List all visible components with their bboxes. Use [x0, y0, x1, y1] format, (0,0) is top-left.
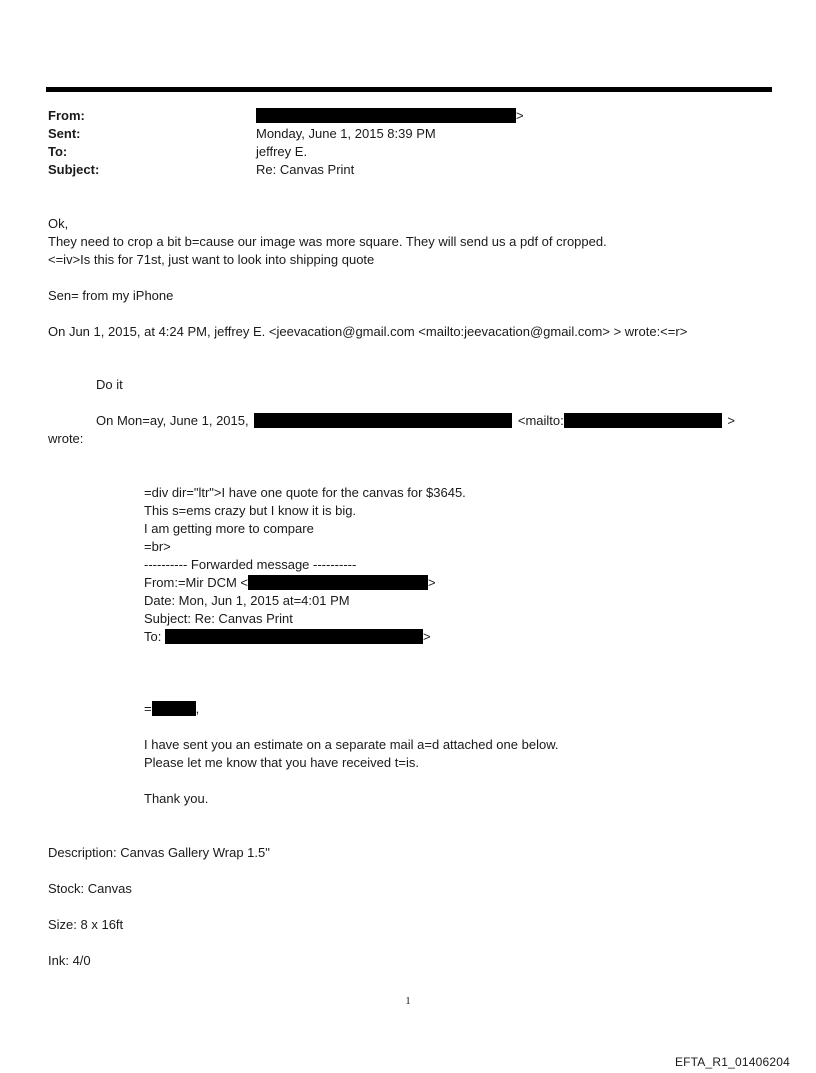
spec-stock: Stock: Canvas: [48, 881, 132, 896]
reply-line-1: Ok,: [48, 216, 69, 231]
forwarded-from-prefix: From:=Mir DCM <: [144, 575, 248, 590]
sent-label: Sent:: [48, 126, 81, 141]
forwarded-subject: Subject: Re: Canvas Print: [144, 611, 293, 626]
spec-ink: Ink: 4/0: [48, 953, 91, 968]
estimate-line: I have sent you an estimate on a separate mail a=d attached one below.: [144, 737, 559, 752]
quote-body: Do it: [96, 377, 123, 392]
quote2-line-1: =div dir="ltr">I have one quote for the canvas for $3645.: [144, 485, 466, 500]
greeting-line: [144, 700, 199, 718]
header-divider: [46, 87, 772, 92]
forwarded-to: [144, 628, 431, 646]
from-tail: >: [516, 108, 524, 123]
confirm-line: Please let me know that you have received t=is.: [144, 755, 419, 770]
redaction-box: [152, 701, 196, 716]
quote2-line-4: =br>: [144, 539, 171, 554]
quote2-line-3: I am getting more to compare: [144, 521, 314, 536]
forwarded-to-prefix: To:: [144, 629, 162, 644]
redaction-box: [248, 575, 428, 590]
greeting-suffix: ,: [195, 701, 200, 716]
forwarded-divider: ---------- Forwarded message ----------: [144, 557, 357, 572]
forwarded-from-suffix: >: [428, 575, 436, 590]
attrib-end: >: [727, 413, 735, 428]
to-label: To:: [48, 144, 68, 159]
forwarded-date: Date: Mon, Jun 1, 2015 at=4:01 PM: [144, 593, 350, 608]
forwarded-to-suffix: >: [422, 629, 431, 644]
attrib-start: On Mon=ay, June 1, 2015,: [96, 413, 249, 428]
from-label: From:: [48, 108, 85, 123]
signature-line: Sen= from my iPhone: [48, 288, 174, 303]
thanks-line: Thank you.: [144, 791, 209, 806]
redaction-box: [256, 108, 516, 123]
reply-line-3: <=iv>Is this for 71st, just want to look into shipping quote: [48, 252, 375, 267]
attrib-mailto: <mailto:: [517, 413, 564, 428]
attrib-wrote: wrote:: [48, 431, 84, 446]
greeting-prefix: =: [144, 701, 152, 716]
subject-label: Subject:: [48, 162, 100, 177]
redaction-box: [165, 629, 423, 644]
attribution-line: On Jun 1, 2015, at 4:24 PM, jeffrey E. <jeevacation@gmail.com <mailto:jeevacation@gmail.com> > wrote:<=r>: [48, 324, 688, 339]
forwarded-from: [144, 574, 436, 592]
redaction-box: [254, 413, 512, 428]
from-value: [256, 107, 524, 125]
sent-value: Monday, June 1, 2015 8:39 PM: [256, 126, 436, 141]
spec-description: Description: Canvas Gallery Wrap 1.5": [48, 845, 270, 860]
to-value: jeffrey E.: [256, 144, 308, 159]
subject-value: Re: Canvas Print: [256, 162, 355, 177]
page-number: 1: [405, 995, 411, 1007]
quote-attribution: [96, 412, 735, 430]
quote2-line-2: This s=ems crazy but I know it is big.: [144, 503, 357, 518]
reply-line-2: They need to crop a bit b=cause our image was more square. They will send us a pdf of cropped.: [48, 234, 607, 249]
bates-number: EFTA_R1_01406204: [674, 1055, 790, 1069]
spec-size: Size: 8 x 16ft: [48, 917, 124, 932]
redaction-box: [564, 413, 722, 428]
